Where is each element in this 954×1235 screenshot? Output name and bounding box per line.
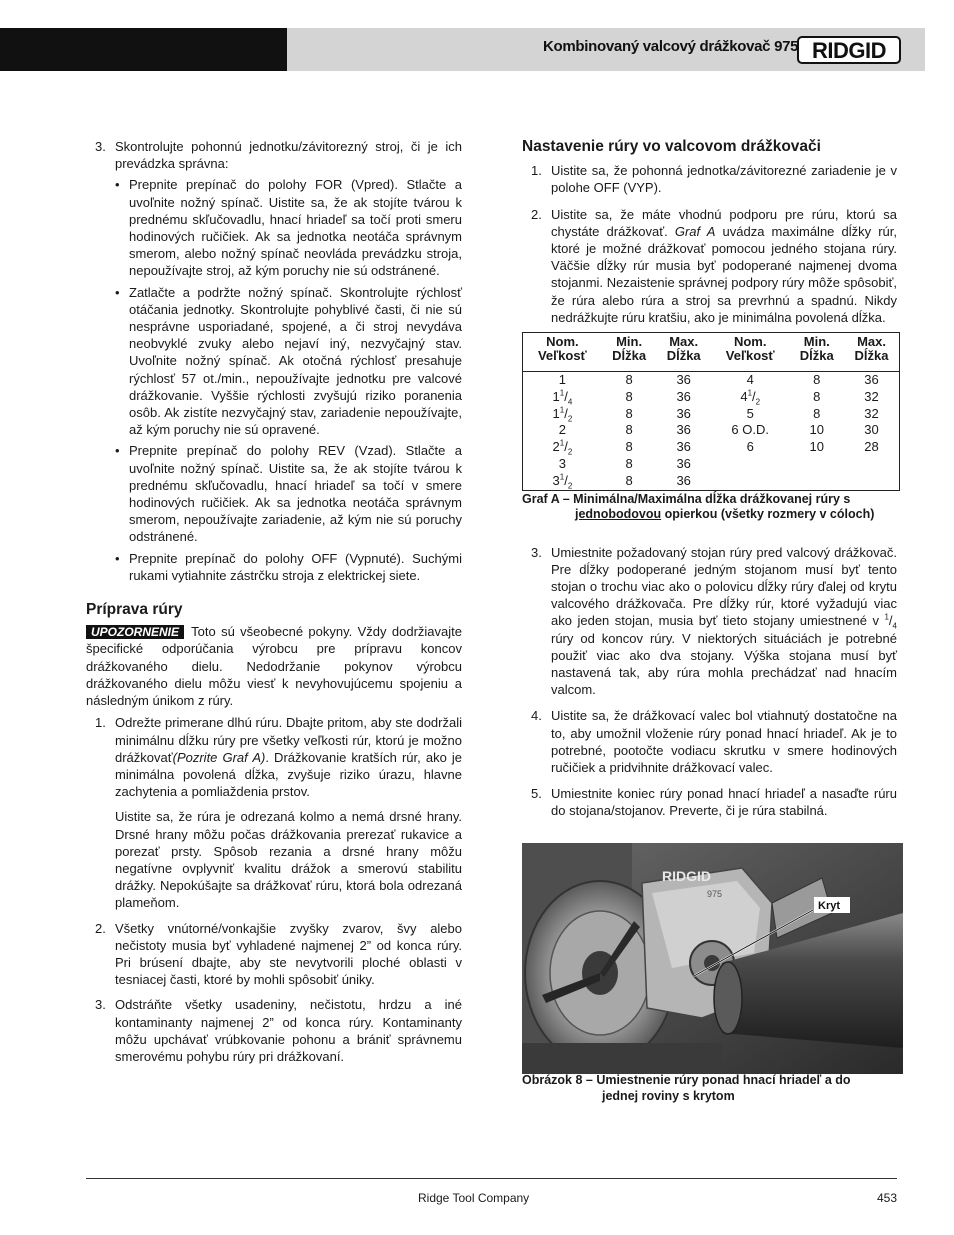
size-numerator: 1 [559,388,565,398]
table-row [523,422,900,439]
header-line: Dĺžka [799,348,834,364]
size-denominator: 2 [755,397,761,407]
table-cell: 8 [813,388,821,404]
table-caption-text: opierkou (všetky rozmery v cóloch) [661,507,875,522]
table-row [523,456,900,473]
footer-rule [86,1178,897,1179]
size-denominator: 2 [567,447,573,457]
table-cell [711,456,789,473]
ridgid-logo [797,36,901,64]
table-row [523,473,900,490]
table-cell: 36 [676,405,691,421]
size-whole: 6 [746,439,754,455]
table-cell: 32 [864,388,879,404]
photo-model-text: 975 [707,889,723,899]
header-line: Dĺžka [854,348,889,364]
table-cell: 36 [864,372,879,388]
bullet-text: Prepnite prepínač do polohy FOR (Vpred). Stlačte a uvoľnite nožný spínač. Uistite sa, že ak stojíte tvárou k prednému skľučovadlu, hnací hriadeľ sa točí proti smeru hodinových ručičiek. Ak sa jednotka neotáča správnym smerom, alebo nožný spínač neovláda prevádzku stroja, nepoužívajte stroj, až kým poruchy nie sú odstránené. [129,177,462,279]
table-cell: 28 [864,439,879,455]
header-line: Max. [857,334,886,350]
table-cell [523,372,602,389]
table-cell: $1^1/_2$ [552,405,573,424]
table-cell: 36 [676,439,691,455]
table-cell [711,372,789,389]
item-text: Uistite sa, že drážkovací valec bol vtiahnutý dostatočne na to, aby umožnil vloženie rúry ponad hnací hriadeľ. Ak je to potrebné, pootočte vodiacu skrutku v smere hodinových ručičiek a pridvihnite drážkovací valec. [551,708,897,776]
table-cell: 10 [809,422,824,438]
header-line: Min. [616,334,643,350]
item-number: 1. [531,163,542,179]
item-text: Umiestnite koniec rúry ponad hnací hriadeľ a nasaďte rúru do stojana/stojanov. Preverte, či je rúra stabilná. [551,786,897,819]
pipe-end-icon [714,962,742,1034]
warning-text: Toto sú všeobecné pokyny. Vždy dodržiavajte špecifické odporúčania výrobcu pre prípravu koncov drážkovaného dielu. Nedodržanie pokynov výrobcu drážkovaného dielu môžu viesť k nevyhovujúcemu spojeniu a následným únikom z rúry. [86,624,462,709]
list-item [86,920,462,989]
bullet-list [86,176,462,584]
size-whole: 6 O.D. [731,422,769,438]
item-text: uvádza maximálne dĺžky rúr, ktoré je možné drážkovať pomocou jedného stojana rúry. Väčšie dĺžky rúr musia byť podoperané najmenej dvoma stojanmi. Nezaistenie správnej podpory rúry môže spôsobiť, že rúra alebo rúra a stroj sa prevrhnú a spadnú. Nikdy nedrážkujte rúru kratšiu, ako je minimálna povolená dĺžka. [551,223,898,325]
size-denominator: 2 [567,414,573,424]
size-whole: 1 [552,388,560,404]
table-cell: 8 [625,422,633,438]
photo-brand-text: RIDGID [662,868,711,884]
table-cell: 10 [809,439,824,455]
size-whole: 4 [740,388,748,404]
fraction-denominator: 4 [892,622,897,632]
size-whole: 3 [552,472,560,488]
footer-company: Ridge Tool Company [418,1191,530,1205]
figure-caption [522,1073,902,1104]
size-whole: 1 [552,405,560,421]
size-denominator: 2 [567,481,573,491]
left-column [86,138,462,1065]
list-item [522,162,897,196]
list-item [86,138,462,172]
item-number: 5. [531,786,542,802]
list-item [522,785,897,819]
item-text: Umiestnite požadovaný stojan rúry pred valcový drážkovač. Pre dĺžky podoperané jedným stojanom musí byť tento stojan o trochu viac ako o polovicu dĺžky rúry ďalej od krytu valcového drážkovača. Pre dĺžky rúr, ktoré vyžadujú viac ako jeden stojan, musia byť tieto stojany umiestnené v [551,544,897,629]
item-text: Uistite sa, že máte vhodnú podporu pre rúru, ktorú sa chystáte drážkovať. [551,206,897,239]
item-number: 3. [95,997,106,1013]
item-number: 3. [95,139,106,154]
bullet-item [86,442,462,545]
table-cell: 30 [864,422,879,438]
item-text: Skontrolujte pohonnú jednotku/závitorezný stroj, či je ich prevádzka správna: [115,139,462,172]
table-cell [523,422,602,439]
figure-caption-text: Obrázok 8 – Umiestnenie rúry ponad hnací hriadeľ a do [522,1073,851,1087]
section-title: Nastavenie rúry vo valcovom drážkovači [522,138,821,155]
table-cell [711,422,789,439]
header-black-bar [0,28,287,71]
table-cell: 36 [676,456,691,472]
table-cell: 8 [813,372,821,388]
bullet-item [86,176,462,279]
bullet-icon: • [115,177,120,193]
table-cell: 8 [625,472,633,488]
header-line: Dĺžka [612,348,647,364]
header-line: Max. [669,334,699,350]
right-column [522,138,897,820]
table-cell [789,456,844,473]
table-cell [711,473,789,490]
table-cell: $2^1/_2$ [552,438,573,457]
groover-photo [522,843,903,1074]
header-line: Min. [803,334,830,350]
figure-caption-text: jednej roviny s krytom [602,1088,735,1103]
item-text: Odrežte primerane dlhú rúru. Dbajte pritom, aby ste dodržali minimálnu dĺžku rúry pre všetky veľkosti rúr, ktorú je možno drážkovať [115,715,462,765]
list-item [522,707,897,776]
size-numerator: 1 [747,388,753,398]
size-whole: 4 [746,372,754,388]
bullet-text: Prepnite prepínač do polohy REV (Vzad). Stlačte a uvoľnite nožný spínač. Uistite sa, že ak stojíte tvárou k prednému skľučovadlu, hnací hriadeľ sa točí v smere hodinových ručičiek. Ak sa jednotka neotáča správnym smerom, nepoužívajte zariadenie, až kým nie sú poruchy odstránené. [129,443,462,545]
item-paragraph: Uistite sa, že rúra je odrezaná kolmo a nemá drsné hrany. Drsné hrany môžu počas drážkovania prerezať rukavice a porezať prsty. Spôsob rezania a drsné hrany môžu negatívne ovplyvniť kvalitu drážok a smerovú stabilitu drážky. Nepokúšajte sa drážkovať rúru, ktorá bola odrezaná plameňom. [115,809,462,911]
size-numerator: 1 [559,438,565,448]
table-cell: 8 [625,439,633,455]
item-number: 1. [95,715,106,731]
item-reference: Graf A [674,223,716,239]
table-cell [844,473,899,490]
header-line: Veľkosť [537,348,587,364]
item-text: rúry od koncov rúry. V niektorých situáciách je potrebné použiť viac ako dva stojany. Výška stojana musí byť nastavená tak, aby rúra mohla prechádzať nad hnacím valcom. [551,630,897,698]
item-reference: (Pozrite Graf A) [172,749,266,765]
table-cell: 8 [625,372,633,388]
bullet-icon: • [115,284,120,300]
table-header-row [523,333,900,372]
bullet-icon: • [115,443,120,459]
item-number: 2. [95,920,106,936]
table-cell: 8 [625,456,633,472]
table-cell [711,406,789,423]
table-cell [844,456,899,473]
bullet-text: Prepnite prepínač do polohy OFF (Vypnuté). Suchými rukami vytiahnite zástrčku stroja z elektrickej siete. [129,550,462,583]
size-denominator: 4 [567,397,573,407]
bullet-text: Zatlačte a podržte nožný spínač. Skontrolujte rýchlosť otáčania jednotky. Skontrolujte pohyblivé časti, či nie sú nesprávne usporiadané, spojené, a či stroj nevydáva neobvyklé zvuky alebo nejaví iný, nezvyčajný stav. Uvoľnite nožný spínač. Ak otočná rýchlosť presahuje rýchlosť 57 ot./min., nepoužívajte jednotku pre valcové drážkovanie. Vyššie rýchlosti zvyšujú riziko poranenia osôb. Ak zistíte nezvyčajný stav, zariadenie nepoužívajte, až kým poruchy nie sú opravené. [129,284,462,438]
bullet-item [86,550,462,584]
item-text: . Drážkovanie kratších rúr, ako je minimálna povolená dĺžka, zvyšuje riziko úrazu, hlavne zachytenia a pomliaždenia prstov. [115,749,462,800]
table-row [523,372,900,389]
bullet-item [86,284,462,439]
list-item [522,206,897,326]
table-cell: 8 [625,388,633,404]
size-numerator: 1 [559,472,565,482]
table-header-cell [602,333,657,372]
table-cell: 8 [813,405,821,421]
table-row [523,389,900,406]
size-whole: 2 [552,439,560,455]
bullet-icon: • [115,550,120,566]
table-caption-underlined: jednobodovou [575,507,662,522]
machine-base-icon [522,1043,722,1074]
header-line: Veľkosť [725,348,775,364]
table-cell: $4^1/_2$ [740,388,761,407]
table-header-cell [523,333,602,372]
callout-label: Kryt [818,900,841,912]
size-whole: 1 [558,372,566,388]
size-whole: 5 [746,405,754,421]
warning-paragraph [86,623,462,709]
table-cell [711,439,789,456]
item-text: Odstráňte všetky usadeniny, nečistotu, hrdzu a iné kontaminanty najmenej 2” od konca rúry. Kontaminanty môžu upchávať vrúbkovanie pohonu a brániť správnemu smerovému pohybu rúry pri drážkovaní. [115,997,462,1064]
table-cell: 36 [676,388,691,404]
item-text: Uistite sa, že pohonná jednotka/závitorezné zariadenie je v polohe OFF (VYP). [551,163,897,196]
fraction-numerator: 1 [884,613,889,623]
table-cell: $1^1/_4$ [552,388,573,407]
table-body [523,372,900,491]
section-title: Príprava rúry [86,601,183,619]
list-item [86,996,462,1065]
header-title: Kombinovaný valcový drážkovač 975 [543,38,799,55]
item-number: 3. [531,544,542,560]
table-header-cell [789,333,844,372]
table-cell [789,473,844,490]
table-cell: 36 [676,422,691,438]
table-caption [522,492,897,523]
length-table [522,332,900,491]
size-whole: 2 [558,422,566,438]
table-header-cell [844,333,899,372]
table-header-cell [656,333,711,372]
warning-badge: UPOZORNENIE [86,625,184,639]
table-header-cell [711,333,789,372]
table-cell: 36 [676,472,691,488]
table-cell: 36 [676,372,691,388]
page-number: 453 [877,1191,898,1205]
item-text: Všetky vnútorné/vonkajšie zvyšky zvarov, švy alebo nečistoty musia byť vyhladené najmenej 2” od konca rúry. Pri brúsení dbajte, aby ste nevytvorili ploché oblasti v tesniacej časti, ktoré by mohli spôsobiť úniky. [115,920,462,988]
item-number: 4. [531,708,542,724]
list-item [86,714,462,911]
table-row [523,439,900,456]
table-cell: $3^1/_2$ [552,472,573,491]
table-caption-text: Graf A – Minimálna/Maximálna dĺžka drážkovanej rúry s [522,491,851,506]
header-line: Dĺžka [666,348,701,364]
size-whole: 3 [558,456,566,472]
header-line: Nom. [546,334,579,350]
table-cell [523,456,602,473]
table-cell: 8 [625,405,633,421]
table-row [523,406,900,423]
size-numerator: 1 [559,405,565,415]
table-cell: 32 [864,405,879,421]
header-line: Nom. [733,334,767,350]
ridgid-logo-text: RIDGID [812,38,886,63]
list-item: 3. Umiestnite požadovaný stojan rúry pred valcový drážkovač. Pre dĺžky podoperané jedným stojanom musí byť tento stojan o trochu viac ako o polovicu dĺžky rúry ďalej od krytu valcového drážkovača. Pre dĺžky rúr, ktoré vyžadujú viac ako jeden stojan, musia byť tieto stojany umiestnené v $^1/_4$ rúry od koncov rúry. V niektorých situáciách je potrebné použiť viac ako dva stojany. Výška stojana musí byť nastavená tak, aby rúra mohla prechádzať nad hnacím valcom. [531,544,897,698]
item-number: 2. [531,206,542,222]
